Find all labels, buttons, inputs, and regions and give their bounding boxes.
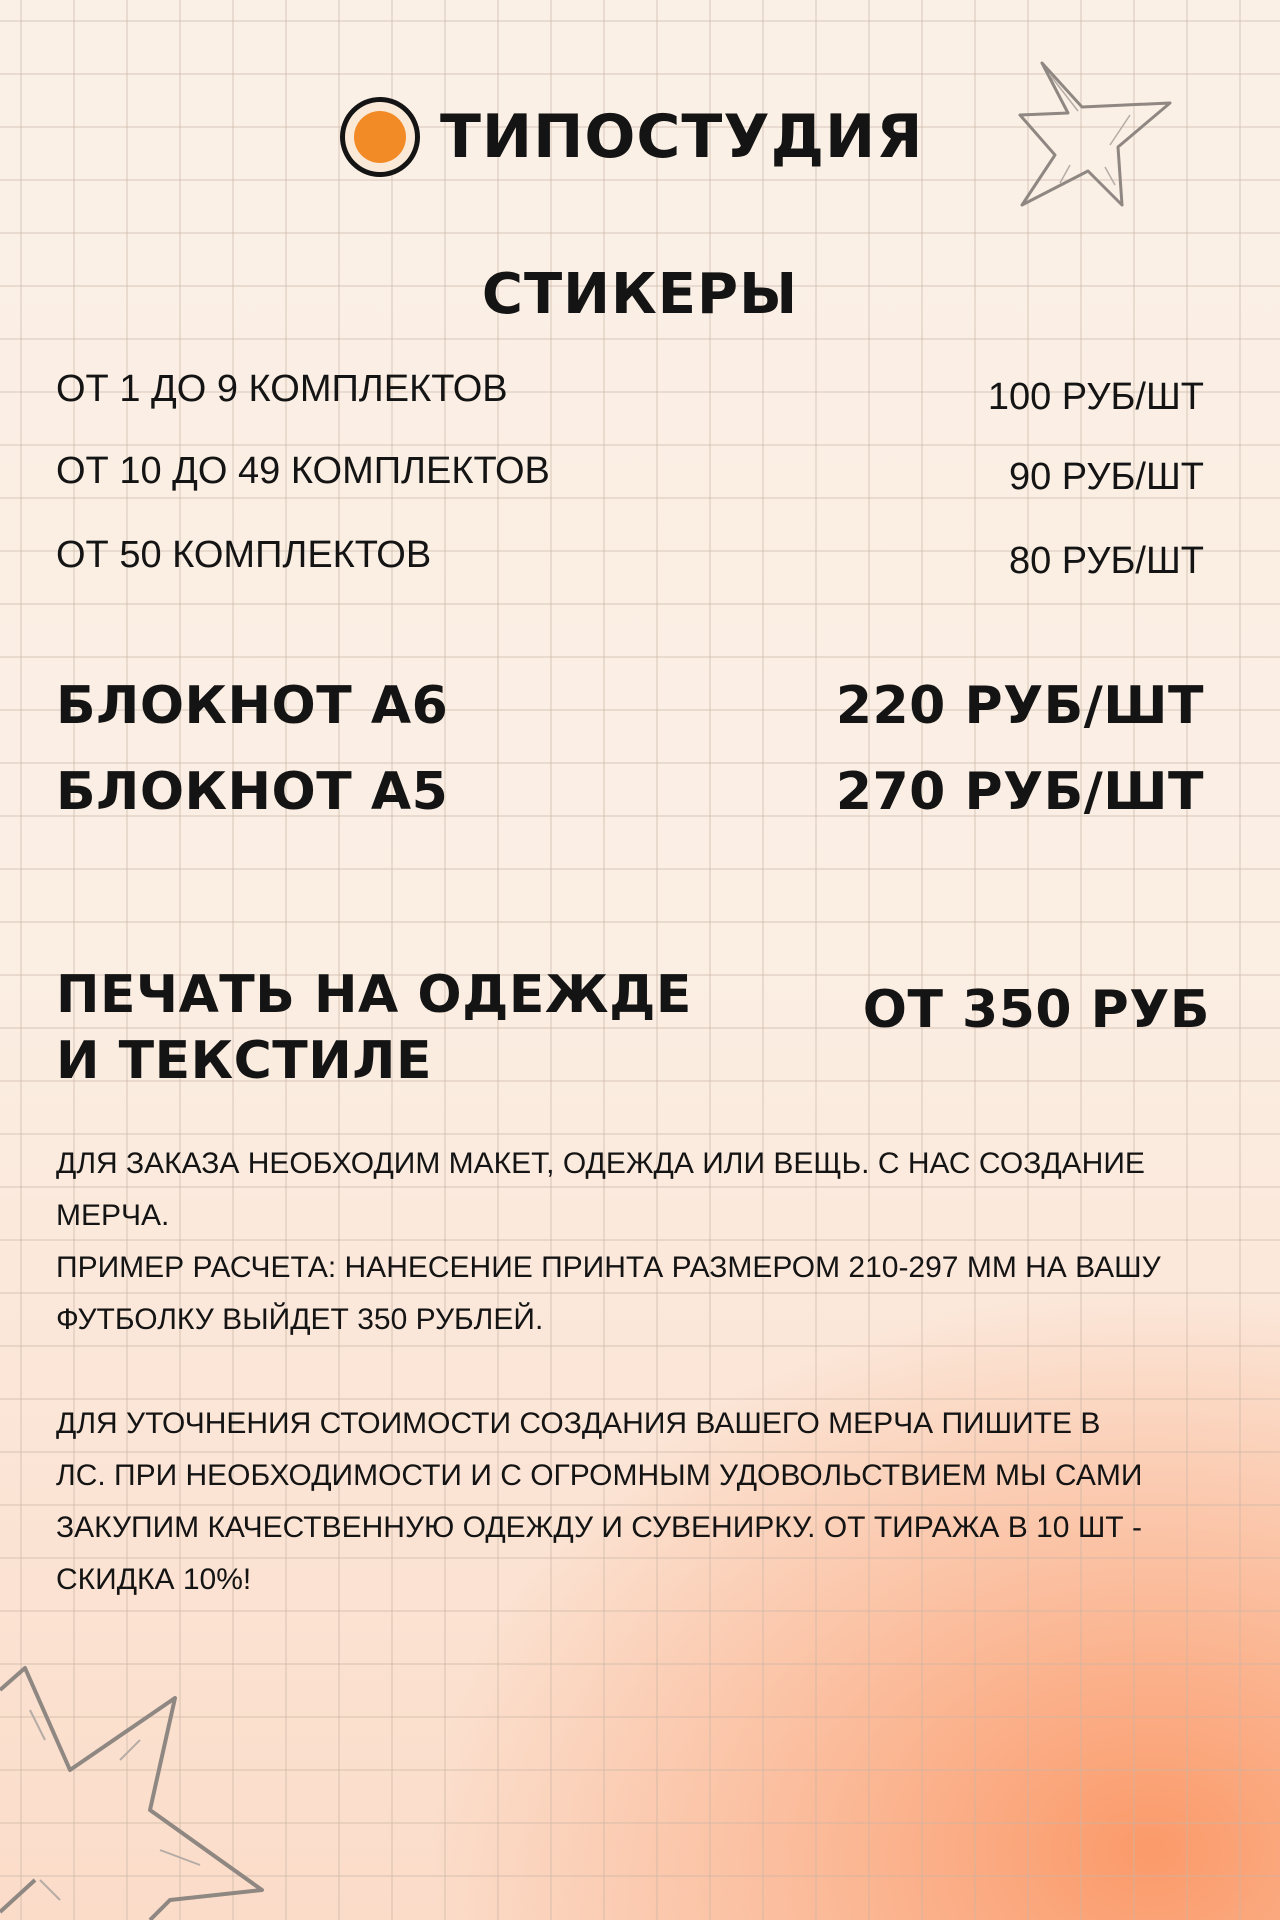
sticker-tier-price: 100 РУБ/ШТ [987,376,1204,418]
textile-print-label-line: ПЕЧАТЬ НА ОДЕЖДЕ [56,965,692,1025]
paragraph-line: ФУТБОЛКУ ВЫЙДЕТ 350 РУБЛЕЙ. [56,1303,544,1336]
paragraph-line: ДЛЯ ЗАКАЗА НЕОБХОДИМ МАКЕТ, ОДЕЖДА ИЛИ ВЕЩЬ. С НАС СОЗДАНИЕ [56,1147,1145,1180]
brand-header [340,92,923,182]
paragraph-line: СКИДКА 10%! [56,1563,252,1596]
paragraph-line: ДЛЯ УТОЧНЕНИЯ СТОИМОСТИ СОЗДАНИЯ ВАШЕГО МЕРЧА ПИШИТЕ В [56,1407,1101,1440]
sticker-tier-label: ОТ 50 КОМПЛЕКТОВ [56,534,432,576]
notebook-a5-price: 270 РУБ/ШТ [835,762,1204,822]
notebook-a6-label: БЛОКНОТ А6 [56,676,449,736]
brand-name: ТИПОСТУДИЯ [440,102,924,172]
sticker-tier-label: ОТ 10 ДО 49 КОМПЛЕКТОВ [56,450,550,492]
star-outline-icon [1010,55,1185,210]
paragraph-line: МЕРЧА. [56,1199,170,1232]
paragraph-line: ЛС. ПРИ НЕОБХОДИМОСТИ И С ОГРОМНЫМ УДОВОЛЬСТВИЕМ МЫ САМИ [56,1459,1143,1492]
paragraph-line: ПРИМЕР РАСЧЕТА: НАНЕСЕНИЕ ПРИНТА РАЗМЕРОМ 210-297 ММ НА ВАШУ [56,1251,1161,1284]
contact-info-paragraph [56,1398,1236,1606]
textile-print-label [56,962,796,1094]
notebook-a6-price: 220 РУБ/ШТ [835,676,1204,736]
sticker-tier-price: 80 РУБ/ШТ [1008,540,1204,582]
star-outline-icon [0,1650,290,1920]
sticker-tier-price: 90 РУБ/ШТ [1008,456,1204,498]
logo-circle-icon [340,97,420,177]
order-requirements-paragraph [56,1138,1236,1346]
stickers-title: СТИКЕРЫ [481,262,799,327]
textile-print-label-line: И ТЕКСТИЛЕ [56,1031,432,1091]
textile-print-price: ОТ 350 РУБ [862,980,1210,1040]
notebook-a5-label: БЛОКНОТ А5 [56,762,449,822]
paragraph-line: ЗАКУПИМ КАЧЕСТВЕННУЮ ОДЕЖДУ И СУВЕНИРКУ. ОТ ТИРАЖА В 10 ШТ - [56,1511,1142,1544]
sticker-tier-label: ОТ 1 ДО 9 КОМПЛЕКТОВ [56,368,508,410]
